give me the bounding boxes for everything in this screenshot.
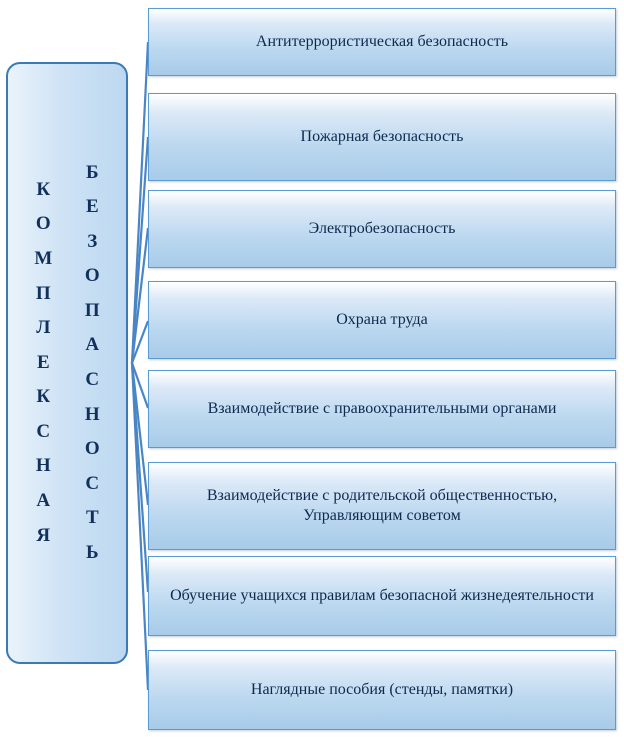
root-letter: Е xyxy=(85,196,99,218)
root-letter: А xyxy=(36,490,51,512)
node-label: Антитеррористическая безопасность xyxy=(255,33,509,50)
node-student-training xyxy=(148,556,616,636)
root-letter: С xyxy=(85,369,100,390)
root-letter: К xyxy=(36,178,51,200)
root-letter: С xyxy=(85,472,100,494)
node-label: Наглядные пособия (стенды, памятки) xyxy=(250,681,514,698)
node-law-enforcement xyxy=(148,370,616,448)
node-label: Охрана труда xyxy=(336,311,428,328)
root-letter: Н xyxy=(84,403,100,425)
root-letter: П xyxy=(35,282,51,304)
root-letter: Я xyxy=(36,524,51,546)
root-letter: М xyxy=(34,247,53,269)
root-letter: Н xyxy=(35,455,51,477)
node-visual-aids xyxy=(148,650,616,730)
root-letter: П xyxy=(84,299,100,321)
root-letter: Л xyxy=(36,317,51,339)
root-node xyxy=(6,62,128,664)
root-word-kompleksnaya xyxy=(34,173,52,553)
root-letter: Ь xyxy=(86,541,99,563)
node-electrical-safety xyxy=(148,190,616,268)
root-letter: С xyxy=(36,420,51,442)
root-letter: О xyxy=(84,438,100,460)
root-letter: Б xyxy=(86,161,99,183)
node-labor-protection xyxy=(148,281,616,359)
node-fire-safety xyxy=(148,93,616,181)
node-parents-council xyxy=(148,462,616,550)
node-label: Взаимодействие с правоохранительными органами xyxy=(207,400,557,417)
node-label: Взаимодействие с родительской общественностью, Управляющим советом xyxy=(206,487,558,524)
node-label: Пожарная безопасность xyxy=(300,128,464,145)
root-letter: А xyxy=(85,334,100,356)
root-letter: О xyxy=(84,265,100,287)
root-letter: Т xyxy=(85,507,99,529)
root-letter: К xyxy=(36,386,51,408)
root-word-bezopasnost xyxy=(85,156,100,571)
node-label: Электробезопасность xyxy=(308,220,456,237)
root-letter: О xyxy=(35,213,51,235)
node-label: Обучение учащихся правилам безопасной жизнедеятельности xyxy=(170,587,594,604)
root-letter: З xyxy=(87,230,98,252)
root-letter: Е xyxy=(36,351,50,373)
node-antiterror xyxy=(148,8,616,76)
